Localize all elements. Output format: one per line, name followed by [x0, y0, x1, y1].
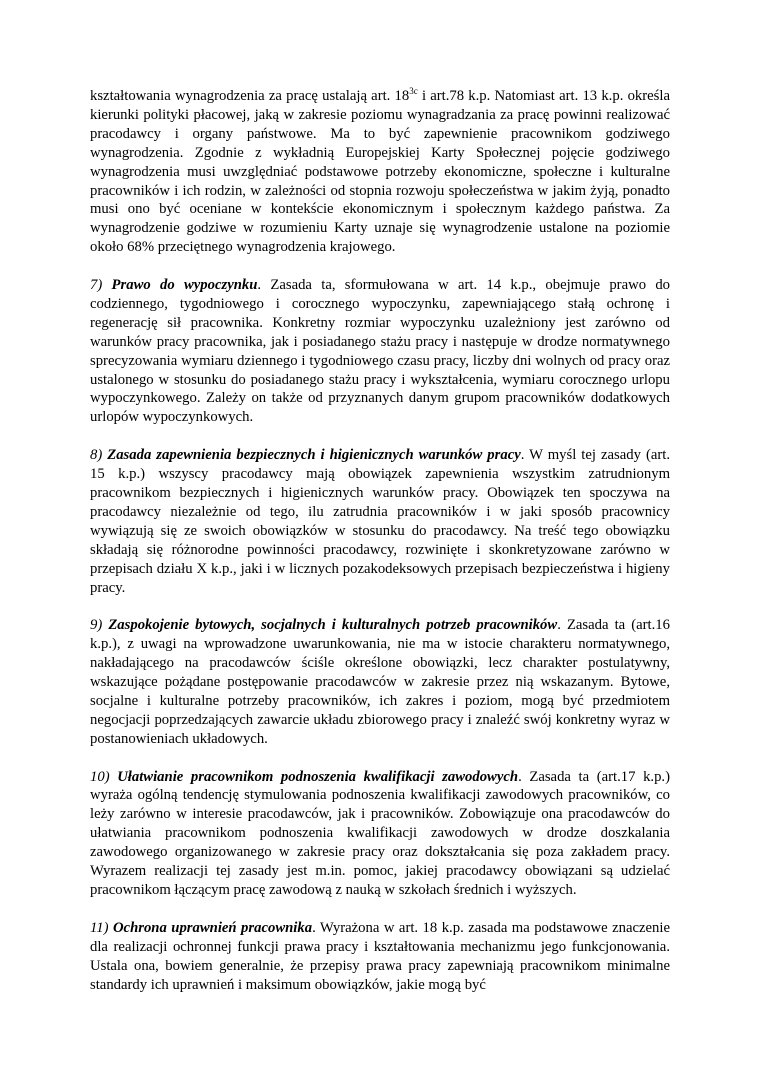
document-body [90, 87, 670, 1013]
article-superscript: 3c [409, 86, 418, 97]
paragraph-number: 8) [90, 447, 108, 464]
paragraph-number: 10) [90, 768, 118, 785]
paragraph-title: Ochrona uprawnień pracownika [112, 919, 313, 936]
paragraph-text: i art.78 k.p. Natomiast art. 13 k.p. określa kierunki polityki płacowej, jaką w zakresie poziomu wynagradzania za pracę powinni realizować pracodawcy i organy państwowe. Ma to być zapewnienie pracownikom godziwego wynagrodzenia. Zgodnie z wykładnią Europejskiej Karty Społecznej pojęcie godziwego wynagrodzenia musi uwzględniać podstawowe potrzeby ekonomiczne, społeczne i kulturalne pracowników i ich rodzin, w zależności od stopnia rozwoju społeczeństwa w jakim żyją, ponadto musi ono być oceniane w kontekście ekonomicznym i społecznym każdego państwa. Za wynagrodzenie godziwe w rozumieniu Karty uznaje się wynagrodzenie ustalone na poziomie około 68% przeciętnego wynagrodzenia krajowego. [90, 88, 670, 256]
paragraph-text: . Zasada ta, sformułowana w art. 14 k.p., obejmuje prawo do codziennego, tygodniowego i corocznego wypoczynku, zapewniającego stałą ochronę i regenerację sił pracownika. Konkretny rozmiar wypoczynku uzależniony jest zarówno od warunków pracy pracownika, jak i posiadanego stażu pracy i następuje w drodze normatywnego sprecyzowania wymiaru dziennego i tygodniowego czasu pracy, liczby dni wolnych od pracy oraz ustalonego w stosunku do posiadanego stażu pracy i wykształcenia, wymiaru corocznego urlopu wypoczynkowego. Zależy on także od przyznanych danym grupom pracowników dodatkowych urlopów wypoczynkowych. [90, 277, 671, 426]
paragraph-7-rest [90, 276, 670, 427]
paragraph-text: . W myśl tej zasady (art. 15 k.p.) wszyscy pracodawcy mają obowiązek zapewnienia wszystkim zatrudnionym pracownikom bezpiecznych i higienicznych warunków pracy. Obowiązek ten spoczywa na pracodawcy niezależnie od tego, ilu zatrudnia pracowników i w jaki sposób pracownicy wywiązują się ze swoich obowiązków w stosunku do pracodawcy. Na treść tego obowiązku składają się różnorodne powinności pracodawcy, rozwinięte i skonkretyzowane zarówno w przepisach działu X k.p., jaki i w licznych pozakodeksowych przepisach bezpieczeństwa i higieny pracy. [90, 447, 670, 596]
paragraph-text: . Zasada ta (art.16 k.p.), z uwagi na wprowadzone uwarunkowania, nie ma w istocie charakteru normatywnego, nakładającego na pracodawców ściśle określone obowiązki, lecz charakter postulatywny, wskazujące pożądane postępowanie pracodawców w zakresie przez nią wskazanym. Bytowe, socjalne i kulturalne potrzeby pracowników, ich zakres i poziom, mogą być przedmiotem negocjacji poprzedzających zawarcie układu zbiorowego pracy i znaleźć swój konkretny wyraz w postanowieniach układowych. [90, 617, 670, 747]
paragraph-text-before: kształtowania wynagrodzenia za pracę ustalają art. 18 [90, 88, 410, 104]
paragraph-number: 9) [90, 617, 109, 634]
paragraph-title: Zasada zapewnienia bezpiecznych i higienicznych warunków pracy [107, 447, 521, 464]
paragraph-text: . Zasada ta (art.17 k.p.) wyraża ogólną tendencję stymulowania podnoszenia kwalifikacji zawodowych pracowników, co leży zarówno w interesie pracodawców, jak i pracowników. Zobowiązuje ona pracodawców do ułatwiania pracownikom podnoszenia kwalifikacji zawodowych w drodze doszkalania zawodowego organizowanego w zakresie pracy oraz dokształcania się poza zakładem pracy. Wyrazem realizacji tej zasady jest m.in. pomoc, jakiej pracodawcy obowiązani są udzielać pracownikom łączącym pracę zawodową z nauką w szkołach średnich i wyższych. [90, 768, 670, 898]
paragraph-title: Prawo do wypoczynku [111, 277, 258, 294]
paragraph-number: 11) [90, 919, 113, 936]
paragraph-title: Zaspokojenie bytowych, socjalnych i kulturalnych potrzeb pracowników [108, 617, 558, 634]
paragraph-text: . Wyrażona w art. 18 k.p. zasada ma podstawowe znaczenie dla realizacji ochronnej funkcji prawa pracy i kształtowania mechanizmu jego funkcjonowania. Ustala ona, bowiem generalnie, że przepisy prawa pracy zapewniają pracownikom minimalne standardy ich uprawnień i maksimum obowiązków, jakie mogą być [90, 919, 670, 993]
paragraph-10-qualifications [90, 768, 670, 900]
paragraph-8-safety [90, 446, 670, 597]
paragraph-11-protection [90, 919, 670, 995]
paragraph-9-needs [90, 616, 670, 748]
paragraph-wages [90, 87, 670, 257]
paragraph-title: Ułatwianie pracownikom podnoszenia kwalifikacji zawodowych [117, 768, 519, 785]
paragraph-number: 7) [90, 277, 112, 294]
